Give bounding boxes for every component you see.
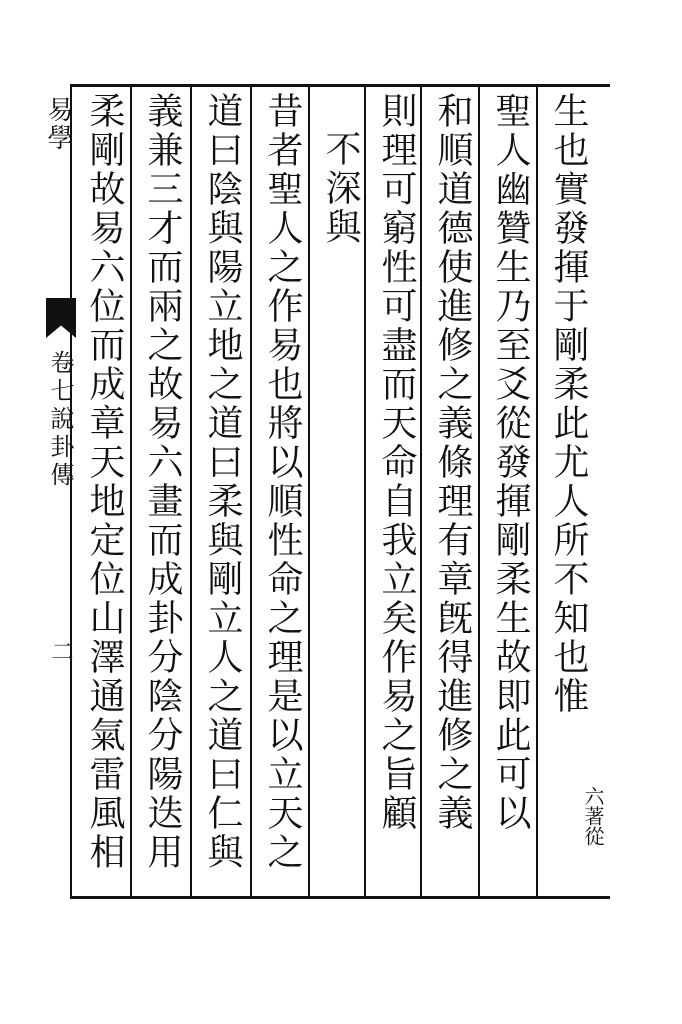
margin-title: 卷七說卦傳 xyxy=(46,350,74,490)
column-divider xyxy=(70,86,72,898)
text-column-1: 生也實發揮于剛柔此尤人所不知也惟 xyxy=(548,92,589,716)
top-border xyxy=(70,84,610,87)
column-divider xyxy=(190,86,192,898)
bottom-border xyxy=(70,896,610,899)
text-column-8: 義兼三才而兩之故易六畫而成卦分陰分陽迭用 xyxy=(142,92,183,872)
page-number: 二 xyxy=(48,640,73,662)
margin-top-label: 易學 xyxy=(43,96,73,152)
text-column-4: 則理可窮性可盡而天命自我立矣作易之旨顧 xyxy=(376,92,417,833)
annotation-small-text: 六著從 xyxy=(581,786,605,846)
text-column-3: 和順道德使進修之義條理有章旣得進修之義 xyxy=(432,92,473,833)
text-column-6: 昔者聖人之作易也將以順性命之理是以立天之 xyxy=(262,92,303,872)
text-column-2: 聖人幽贊生乃至爻從發揮剛柔生故即此可以 xyxy=(490,92,531,833)
text-column-5: 不深與 xyxy=(320,130,361,247)
text-column-7: 道曰陰與陽立地之道曰柔與剛立人之道曰仁與 xyxy=(202,92,243,872)
text-column-9: 柔剛故易六位而成章天地定位山澤通氣雷風相 xyxy=(84,92,125,872)
column-divider xyxy=(250,86,252,898)
